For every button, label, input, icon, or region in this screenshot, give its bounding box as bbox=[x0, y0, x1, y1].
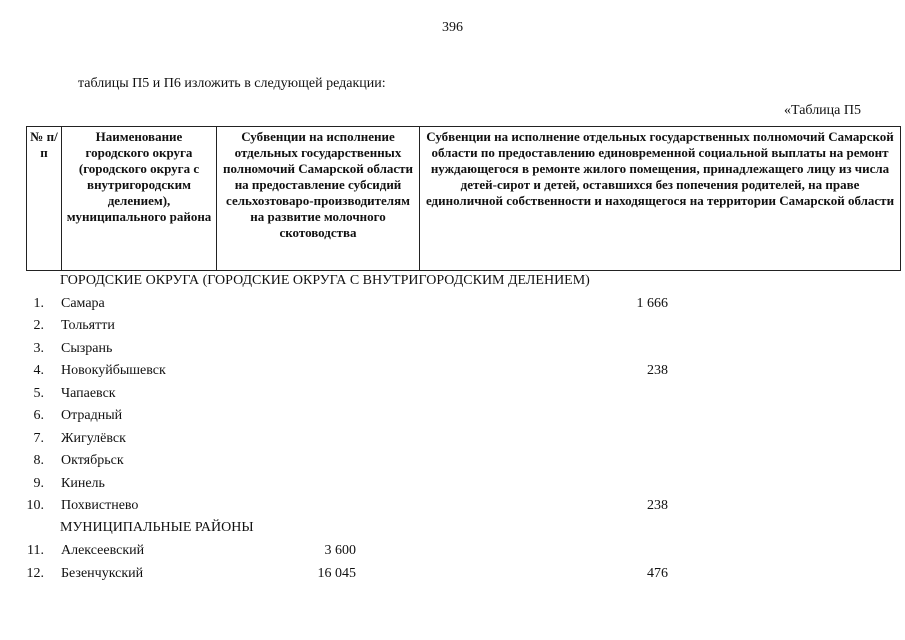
row-number: 7. bbox=[33, 431, 44, 446]
row-number: 4. bbox=[33, 363, 44, 378]
row-name: Новокуйбышевск bbox=[61, 363, 166, 378]
table-row bbox=[0, 363, 905, 385]
table-row bbox=[0, 408, 905, 430]
row-number: 12. bbox=[26, 566, 44, 581]
row-name: Похвистнево bbox=[61, 498, 139, 513]
row-number: 11. bbox=[27, 543, 44, 558]
table-row bbox=[0, 476, 905, 498]
table-row bbox=[0, 318, 905, 340]
table-row bbox=[0, 543, 905, 565]
table-row bbox=[0, 341, 905, 363]
row-value-repair: 476 bbox=[647, 566, 668, 581]
row-value-repair: 1 666 bbox=[636, 296, 668, 311]
row-number: 10. bbox=[26, 498, 44, 513]
table-row bbox=[0, 386, 905, 408]
table-row bbox=[0, 498, 905, 520]
row-name: Сызрань bbox=[61, 341, 113, 356]
section-title-municipal-districts: МУНИЦИПАЛЬНЫЕ РАЙОНЫ bbox=[60, 520, 254, 535]
row-name: Безенчукский bbox=[61, 566, 144, 581]
page-number: 396 bbox=[442, 20, 463, 35]
table-row bbox=[0, 296, 905, 318]
row-value-dairy: 16 045 bbox=[317, 566, 356, 581]
row-number: 6. bbox=[33, 408, 44, 423]
row-name: Самара bbox=[61, 296, 105, 311]
table-row bbox=[0, 431, 905, 453]
table-row bbox=[0, 453, 905, 475]
row-name: Кинель bbox=[61, 476, 105, 491]
row-value-dairy: 3 600 bbox=[324, 543, 356, 558]
row-name: Алексеевский bbox=[61, 543, 145, 558]
header-col-subsidy-repair: Субвенции на исполнение отдельных государственных полномочий Самарской области по предоставлению единовременной социальной выплаты на ремонт нуждающегося в ремонте жилого помещения, принадлежащего лицу из числа детей-сирот и детей, оставшихся без попечения родителей, на праве единоличной собственности и находящегося на территории Самарской области bbox=[420, 127, 901, 271]
row-number: 1. bbox=[33, 296, 44, 311]
header-col-subsidy-dairy: Субвенции на исполнение отдельных государственных полномочий Самарской области на предоставление субсидий сельхозтоваро-производителям на развитие молочного скотоводства bbox=[217, 127, 420, 271]
row-value-repair: 238 bbox=[647, 498, 668, 513]
row-number: 8. bbox=[33, 453, 44, 468]
row-name: Чапаевск bbox=[61, 386, 116, 401]
row-number: 9. bbox=[33, 476, 44, 491]
row-name: Октябрьск bbox=[61, 453, 124, 468]
header-col-num: № п/п bbox=[27, 127, 62, 271]
row-number: 3. bbox=[33, 341, 44, 356]
row-number: 5. bbox=[33, 386, 44, 401]
row-name: Отрадный bbox=[61, 408, 123, 423]
row-name: Жигулёвск bbox=[61, 431, 126, 446]
row-value-repair: 238 bbox=[647, 363, 668, 378]
intro-text: таблицы П5 и П6 изложить в следующей редакции: bbox=[78, 76, 386, 91]
table-caption: «Таблица П5 bbox=[784, 103, 861, 118]
section-title-urban-districts: ГОРОДСКИЕ ОКРУГА (ГОРОДСКИЕ ОКРУГА С ВНУТРИГОРОДСКИМ ДЕЛЕНИЕМ) bbox=[60, 273, 590, 288]
header-col-name: Наименование городского округа (городского округа с внутригородским делением), муниципального района bbox=[62, 127, 217, 271]
table-row bbox=[0, 566, 905, 588]
header-row bbox=[27, 127, 901, 271]
row-number: 2. bbox=[33, 318, 44, 333]
row-name: Тольятти bbox=[61, 318, 115, 333]
table-header bbox=[26, 126, 901, 271]
